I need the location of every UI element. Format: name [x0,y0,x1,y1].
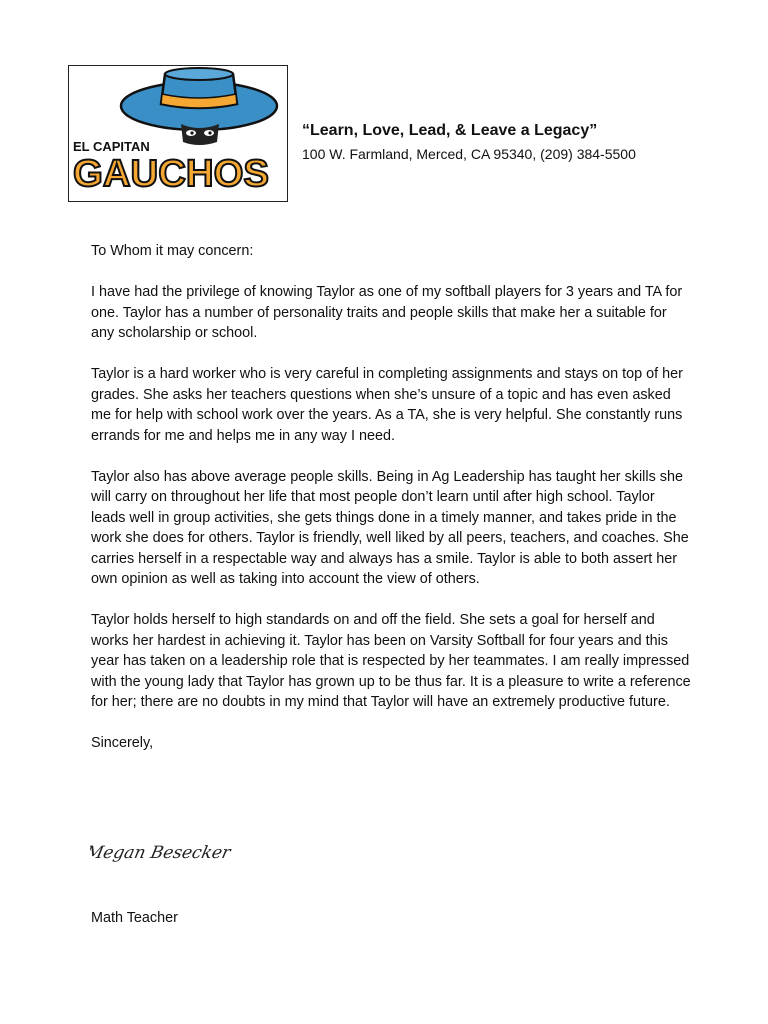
letter-paragraph-1: I have had the privilege of knowing Taylor as one of my softball players for 3 years and TA for one. Taylor has a number of personality traits and people skills that make her a suitable for any scholarship or school. [91,284,683,341]
letter-salutation: To Whom it may concern: [91,243,254,259]
letter-closing: Sincerely, [91,735,154,751]
letter-paragraph-3: Taylor also has above average people skills. Being in Ag Leadership has taught her skills she will carry on throughout her life that most people don’t learn until after high school. Taylor leads well in group activities, she gets things done in a timely manner, and takes pride in the work she does for others. Taylor is friendly, well liked by all peers, teachers, and coaches. She carries herself in a respectable way and always has a smile. Taylor is able to both assert her own opinion as well as taking into account the view of others. [91,468,689,587]
signer-title: Math Teacher [91,910,178,926]
logo-main-text: GAUCHOS [73,153,269,195]
signature-text: Megan Besecker [90,843,233,863]
school-address: 100 W. Farmland, Merced, CA 95340, (209) 384-5500 [302,146,636,162]
handwritten-signature [90,834,240,872]
letter-body [91,241,691,774]
letter-paragraph-4: Taylor holds herself to high standards on and off the field. She sets a goal for herself and works her hardest in achieving it. Taylor has been on Varsity Softball for four years and this year has taken on a leadership role that is respected by her teammates. I am really impressed with the young lady that Taylor has grown up to be thus far. It is a pleasure to write a reference for her; there are no doubts in my mind that Taylor will have an extremely productive future. [91,612,691,710]
school-motto: “Learn, Love, Lead, & Leave a Legacy” [302,122,598,139]
letter-paragraph-2: Taylor is a hard worker who is very careful in completing assignments and stays on top of her grades. She asks her teachers questions when she’s unsure of a topic and has even asked me for help with school work over the years. As a TA, she is very helpful. She constantly runs errands for me and helps me in any way I need. [91,366,683,444]
logo-top-text: EL CAPITAN [73,139,150,154]
gaucho-hat-logo-icon [69,66,289,203]
school-logo [68,65,288,202]
